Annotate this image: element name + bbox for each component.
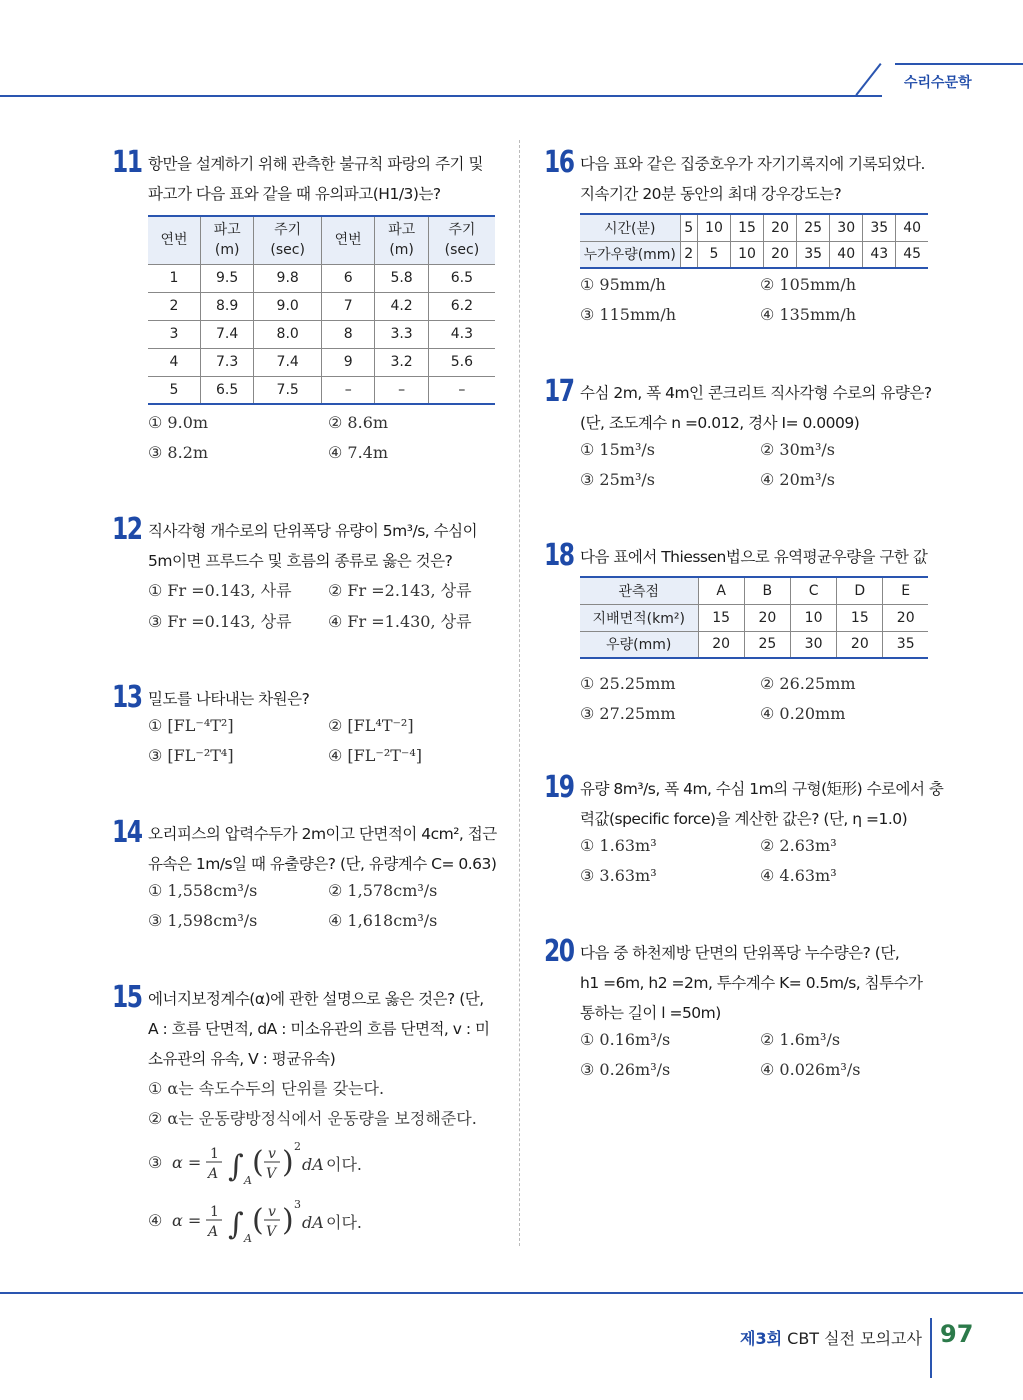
table-cell: 10: [697, 214, 730, 241]
svg-text:A: A: [208, 1166, 219, 1182]
option-2[interactable]: ② α는 운동량방정식에서 운동량을 보정해준다.: [148, 1109, 477, 1128]
table-cell: –: [321, 376, 374, 404]
option-3[interactable]: [148, 1138, 388, 1190]
option-4[interactable]: ④ 1,618cm³/s: [328, 911, 438, 930]
table-cell: 15: [698, 604, 744, 631]
option-3[interactable]: ③ 8.2m: [148, 443, 209, 462]
table-cell: 6.2: [428, 292, 495, 320]
table-row: [580, 604, 928, 631]
question-number: 17: [544, 374, 574, 409]
svg-text:2: 2: [294, 1140, 301, 1153]
svg-text:α =: α =: [172, 1153, 202, 1172]
option-3[interactable]: ③ 1,598cm³/s: [148, 911, 258, 930]
option-4[interactable]: ④ 20m³/s: [760, 470, 835, 489]
table-cell: 6.5: [200, 376, 253, 404]
question-text: 오리피스의 압력수두가 2m이고 단면적이 4cm², 접근 유속은 1m/s일 때 유출량은? (단, 유량계수 C= 0.63): [148, 825, 497, 873]
table-cell: 3: [148, 320, 200, 348]
option-2[interactable]: ② 105mm/h: [760, 275, 857, 294]
option-1[interactable]: ① [FL⁻⁴T²]: [148, 716, 234, 735]
table-cell: 30: [790, 631, 836, 658]
footer-round: 제3회: [740, 1329, 783, 1348]
svg-text:③: ③: [148, 1153, 163, 1172]
section-tab: [0, 62, 1023, 98]
table-cell: 7.5: [254, 376, 322, 404]
table-header-cell: 주기 (sec): [428, 216, 495, 264]
option-1[interactable]: ① 95mm/h: [580, 275, 666, 294]
table-row: [148, 376, 495, 404]
table-cell: 5.6: [428, 348, 495, 376]
table-header-cell: 누가우량(mm): [580, 241, 680, 268]
svg-text:④: ④: [148, 1211, 163, 1230]
table-row: [148, 264, 495, 292]
table-cell: 4.2: [375, 292, 428, 320]
table-cell: 25: [797, 214, 830, 241]
svg-text:∫: ∫: [228, 1149, 244, 1184]
integral-formula-4: [148, 1196, 388, 1248]
option-4[interactable]: ④ 0.20mm: [760, 704, 846, 723]
table-cell: 45: [896, 241, 928, 268]
option-4[interactable]: [148, 1196, 388, 1248]
table-cell: 4: [148, 348, 200, 376]
question-number: 12: [112, 512, 142, 547]
question-number: 16: [544, 145, 574, 180]
thiessen-table: [580, 576, 928, 659]
option-2[interactable]: ② 1.6m³/s: [760, 1030, 841, 1049]
svg-text:∫: ∫: [228, 1207, 244, 1242]
table-cell: 5: [680, 214, 697, 241]
svg-text:): ): [282, 1203, 294, 1238]
option-4[interactable]: ④ [FL⁻²T⁻⁴]: [328, 746, 423, 765]
table-header-cell: 연번: [148, 216, 200, 264]
table-cell: 5.8: [375, 264, 428, 292]
table-cell: –: [428, 376, 495, 404]
option-4[interactable]: ④ Fr =1.430, 상류: [328, 612, 472, 631]
question-text: 다음 표와 같은 집중호우가 자기기록지에 기록되었다. 지속기간 20분 동안의 최대 강우강도는?: [580, 155, 925, 203]
svg-text:1: 1: [210, 1146, 219, 1162]
svg-text:v: v: [268, 1204, 276, 1220]
option-2[interactable]: ② 8.6m: [328, 413, 389, 432]
question-text: 밀도를 나타내는 차원은?: [148, 690, 310, 708]
column-divider: [519, 140, 520, 1246]
table-cell: 30: [830, 214, 863, 241]
table-cell: 8.0: [254, 320, 322, 348]
table-cell: –: [375, 376, 428, 404]
footer-exam-title: CBT 실전 모의고사: [787, 1329, 922, 1348]
option-3[interactable]: ③ [FL⁻²T⁴]: [148, 746, 234, 765]
svg-text:dA: dA: [302, 1213, 324, 1232]
table-header-cell: 파고 (m): [375, 216, 428, 264]
table-row: [148, 320, 495, 348]
svg-text:): ): [282, 1145, 294, 1180]
option-3[interactable]: ③ 25m³/s: [580, 470, 655, 489]
table-cell: 20: [764, 241, 797, 268]
table-row: [580, 241, 928, 268]
table-cell: 10: [730, 241, 763, 268]
table-header-cell: 지배면적(km²): [580, 604, 698, 631]
option-2[interactable]: ② Fr =2.143, 상류: [328, 581, 472, 600]
option-3[interactable]: ③ Fr =0.143, 상류: [148, 612, 292, 631]
table-cell: A: [698, 577, 744, 604]
section-label: 수리수문학: [904, 75, 972, 91]
table-cell: 1: [148, 264, 200, 292]
table-cell: 2: [148, 292, 200, 320]
table-cell: 35: [883, 631, 928, 658]
question-number: 18: [544, 538, 574, 573]
option-1[interactable]: ① α는 속도수두의 단위를 갖는다.: [148, 1079, 385, 1098]
option-1[interactable]: ① 0.16m³/s: [580, 1030, 671, 1049]
footer-title: [740, 1326, 922, 1349]
option-1[interactable]: ① 25.25mm: [580, 674, 676, 693]
question-text: 직사각형 개수로의 단위폭당 유량이 5m³/s, 수심이 5m이면 프루드수 및 흐름의 종류로 옳은 것은?: [148, 522, 478, 570]
svg-text:v: v: [268, 1146, 276, 1162]
svg-text:α =: α =: [172, 1211, 202, 1230]
option-2[interactable]: ② [FL⁴T⁻²]: [328, 716, 414, 735]
option-3[interactable]: ③ 0.26m³/s: [580, 1060, 671, 1079]
option-4[interactable]: ④ 7.4m: [328, 443, 389, 462]
table-cell: 9.0: [254, 292, 322, 320]
option-1[interactable]: ① 1.63m³: [580, 836, 657, 855]
svg-text:이다.: 이다.: [326, 1155, 362, 1174]
table-cell: 3.3: [375, 320, 428, 348]
rainfall-table: [580, 213, 928, 269]
table-cell: 9: [321, 348, 374, 376]
table-cell: 25: [744, 631, 790, 658]
table-row: [148, 348, 495, 376]
table-cell: 5: [697, 241, 730, 268]
option-1[interactable]: ① 9.0m: [148, 413, 209, 432]
question-number: 19: [544, 770, 574, 805]
table-header-cell: 파고 (m): [200, 216, 253, 264]
table-row: [580, 631, 928, 658]
table-header-cell: 우량(mm): [580, 631, 698, 658]
option-2[interactable]: ② 1,578cm³/s: [328, 881, 438, 900]
svg-text:(: (: [252, 1203, 264, 1238]
table-cell: E: [883, 577, 928, 604]
option-3[interactable]: ③ 3.63m³: [580, 866, 657, 885]
question-text: 항만을 설계하기 위해 관측한 불규칙 파랑의 주기 및 파고가 다음 표와 같을 때 유의파고(H1/3)는?: [148, 155, 483, 203]
svg-text:이다.: 이다.: [326, 1213, 362, 1232]
table-cell: 35: [863, 214, 896, 241]
table-cell: 6: [321, 264, 374, 292]
option-4[interactable]: ④ 135mm/h: [760, 305, 857, 324]
table-cell: 20: [744, 604, 790, 631]
question-text: 수심 2m, 폭 4m인 콘크리트 직사각형 수로의 유량은? (단, 조도계수 n =0.012, 경사 I= 0.0009): [580, 384, 932, 432]
question-number: 15: [112, 980, 142, 1015]
table-cell: 9.5: [200, 264, 253, 292]
table-cell: 20: [837, 631, 883, 658]
table-cell: 7: [321, 292, 374, 320]
svg-text:(: (: [252, 1145, 264, 1180]
table-cell: 5: [148, 376, 200, 404]
table-cell: 4.3: [428, 320, 495, 348]
table-cell: 8: [321, 320, 374, 348]
option-4[interactable]: ④ 0.026m³/s: [760, 1060, 861, 1079]
table-cell: 7.4: [200, 320, 253, 348]
wave-table: [148, 215, 495, 405]
table-header-cell: 관측점: [580, 577, 698, 604]
table-cell: 15: [730, 214, 763, 241]
footer-bar: [930, 1318, 932, 1378]
table-cell: 10: [790, 604, 836, 631]
table-cell: C: [790, 577, 836, 604]
question-number: 14: [112, 815, 142, 850]
table-cell: 40: [830, 241, 863, 268]
question-text: 유량 8m³/s, 폭 4m, 수심 1m의 구형(矩形) 수로에서 충 력값(specific force)을 계산한 값은? (단, η =1.0): [580, 780, 944, 828]
question-text: 다음 표에서 Thiessen법으로 유역평균우량을 구한 값: [580, 548, 928, 566]
svg-text:dA: dA: [302, 1155, 324, 1174]
svg-text:A: A: [208, 1224, 219, 1240]
option-3[interactable]: ③ 115mm/h: [580, 305, 677, 324]
svg-text:3: 3: [294, 1198, 301, 1211]
table-header-cell: 시간(분): [580, 214, 680, 241]
table-cell: 9.8: [254, 264, 322, 292]
table-cell: 40: [896, 214, 928, 241]
table-cell: 7.4: [254, 348, 322, 376]
svg-text:A: A: [244, 1174, 252, 1187]
svg-text:1: 1: [210, 1204, 219, 1220]
question-number: 20: [544, 934, 574, 969]
option-2[interactable]: ② 30m³/s: [760, 440, 835, 459]
question-number: 11: [112, 145, 142, 180]
table-cell: 2: [680, 241, 697, 268]
question-text: 에너지보정계수(α)에 관한 설명으로 옳은 것은? (단, A : 흐름 단면적, dA : 미소유관의 흐름 단면적, v : 미 소유관의 유속, V : 평균유속): [148, 990, 490, 1068]
svg-text:A: A: [244, 1232, 252, 1245]
option-1[interactable]: ① 1,558cm³/s: [148, 881, 258, 900]
table-row: [148, 292, 495, 320]
table-cell: 20: [764, 214, 797, 241]
table-cell: 20: [698, 631, 744, 658]
question-text: 다음 중 하천제방 단면의 단위폭당 누수량은? (단, h1 =6m, h2 =2m, 투수계수 K= 0.5m/s, 침투수가 통하는 길이 l =50m): [580, 944, 923, 1022]
table-cell: 8.9: [200, 292, 253, 320]
table-header-row: [148, 216, 495, 264]
table-cell: 3.2: [375, 348, 428, 376]
option-1[interactable]: ① 15m³/s: [580, 440, 655, 459]
option-4[interactable]: ④ 4.63m³: [760, 866, 837, 885]
table-header-cell: 연번: [321, 216, 374, 264]
page-number: 97: [940, 1320, 974, 1348]
table-row: [580, 577, 928, 604]
table-cell: 7.3: [200, 348, 253, 376]
table-cell: 20: [883, 604, 928, 631]
table-cell: 35: [797, 241, 830, 268]
table-cell: 6.5: [428, 264, 495, 292]
option-3[interactable]: ③ 27.25mm: [580, 704, 676, 723]
integral-formula-3: [148, 1138, 388, 1190]
table-cell: D: [837, 577, 883, 604]
option-2[interactable]: ② 2.63m³: [760, 836, 837, 855]
option-1[interactable]: ① Fr =0.143, 사류: [148, 581, 292, 600]
option-2[interactable]: ② 26.25mm: [760, 674, 856, 693]
svg-text:V: V: [266, 1166, 277, 1182]
table-header-cell: 주기 (sec): [254, 216, 322, 264]
svg-text:V: V: [266, 1224, 277, 1240]
footer-rule: [0, 1292, 1023, 1294]
table-cell: B: [744, 577, 790, 604]
table-cell: 15: [837, 604, 883, 631]
table-row: [580, 214, 928, 241]
table-cell: 43: [863, 241, 896, 268]
question-number: 13: [112, 680, 142, 715]
